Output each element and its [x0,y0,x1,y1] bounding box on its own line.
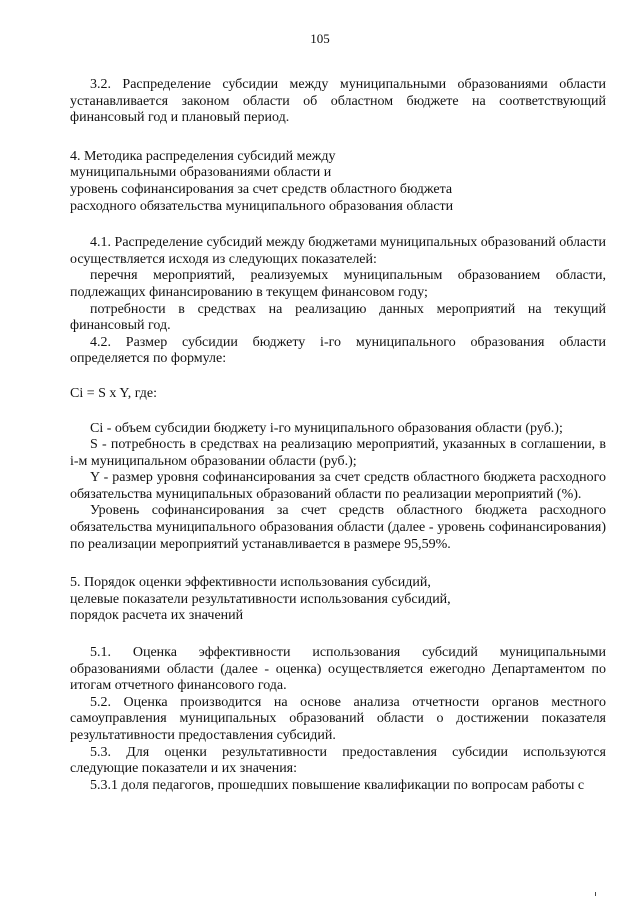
list-item-events: перечня мероприятий, реализуемых муниципальным образованием области, подлежащих финансированию в текущем финансовом году; [70,268,606,300]
section-4-heading-line: расходного обязательства муниципального образования области [70,198,454,214]
paragraph-5-2: 5.2. Оценка производится на основе анализа отчетности органов местного самоуправления муниципальных образований области о достижении показателя результативности предоставления субсидий. [70,694,606,743]
document-body [70,77,606,794]
definition-y: Y - размер уровня софинансирования за счет средств областного бюджета расходного обязательства муниципальных образований области по реализации мероприятий (%). [70,470,606,502]
section-4-heading [70,149,606,215]
section-4-heading-line: 4. Методика распределения субсидий между [70,148,336,164]
paragraph-4-2: 4.2. Размер субсидии бюджету i-го муниципального образования области определяется по формуле: [70,334,606,367]
paragraph-5-3: 5.3. Для оценки результативности предоставления субсидии используются следующие показатели и их значения: [70,744,606,777]
section-5-heading-line: целевые показатели результативности использования субсидий, [70,591,451,607]
paragraph-4-1: 4.1. Распределение субсидий между бюджетами муниципальных образований области осуществляется исходя из следующих показателей: [70,235,606,267]
paragraph-3-2: 3.2. Распределение субсидии между муниципальными образованиями области устанавливается законом области об областном бюджете на соответствующий финансовый год и плановый период. [70,77,606,126]
cofinancing-level: Уровень софинансирования за счет средств областного бюджета расходного обязательства муниципального образования области (далее - уровень софинансирования) по реализации мероприятий устанавливается в размере 95,59%. [70,503,606,552]
section-5-heading-line: 5. Порядок оценки эффективности использования субсидий, [70,575,431,591]
section-4-heading-line: муниципальными образованиями области и [70,165,332,181]
definition-s: S - потребность в средствах на реализацию мероприятий, указанных в соглашении, в i-м муниципальном образовании области (руб.); [70,437,606,469]
paragraph-5-3-1: 5.3.1 доля педагогов, прошедших повышение квалификации по вопросам работы с [90,777,585,793]
paragraph-5-1: 5.1. Оценка эффективности использования субсидий муниципальными образованиями области (далее - оценка) осуществляется ежегодно Департаментом по итогам отчетного финансового года. [70,645,606,694]
formula: Ci = S x Y, где: [70,385,157,401]
section-5-heading-line: порядок расчета их значений [70,608,244,624]
scan-mark [595,892,596,896]
section-4-heading-line: уровень софинансирования за счет средств областного бюджета [70,181,453,197]
list-item-needs: потребности в средствах на реализацию данных мероприятий на текущий финансовый год. [70,301,606,334]
section-5-heading [70,575,606,625]
definition-ci: Ci - объем субсидии бюджету i-го муниципального образования области (руб.); [90,420,563,436]
page-number: 105 [310,31,330,46]
